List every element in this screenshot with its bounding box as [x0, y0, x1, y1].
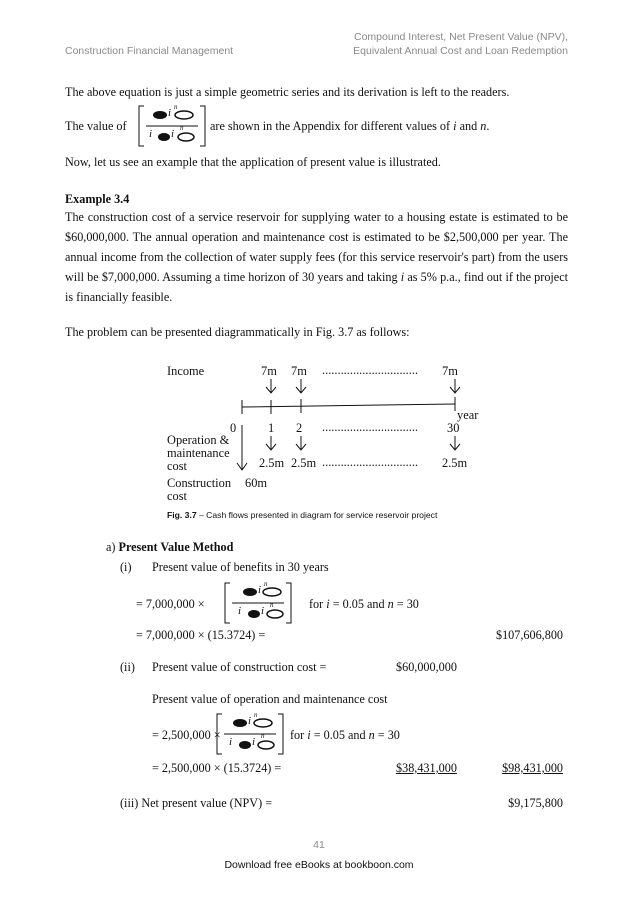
diagram-income-2: 7m	[291, 364, 307, 378]
method-i-label: (i)	[120, 560, 132, 574]
diagram-om-1: 2.5m	[259, 456, 285, 470]
figure-caption: Fig. 3.7 – Cash flows presented in diagram for service reservoir project	[167, 510, 438, 520]
diagram-tick-dots: ...............................	[322, 420, 419, 434]
formula-eq2-i-bottom: i	[229, 736, 233, 748]
diagram-om-label-3: cost	[167, 459, 187, 473]
diagram-tick-30: 30	[447, 421, 460, 435]
formula-n-top: n	[174, 103, 178, 111]
page-number: 41	[313, 839, 325, 851]
eq1-left: = 7,000,000 ×	[136, 597, 205, 611]
diagram-year-label: year	[457, 408, 479, 422]
formula-eq1-i-bottom2: i	[261, 605, 265, 617]
formula-i-bottom: i	[149, 128, 153, 140]
diagram-intro: The problem can be presented diagrammatically in Fig. 3.7 as follows:	[65, 325, 410, 339]
total-cost-value: $98,431,000	[502, 761, 563, 775]
eq2-left: = 2,500,000 ×	[152, 728, 221, 742]
diagram-om-dots: ...............................	[322, 455, 419, 469]
formula-eq1-n-top: n	[264, 580, 268, 588]
diagram-om-30: 2.5m	[442, 456, 468, 470]
diagram-income-1: 7m	[261, 364, 277, 378]
diagram-construction-label-2: cost	[167, 489, 187, 503]
example-paragraph: The construction cost of a service reservoir for supplying water to a housing estate is estimated to be $60,000,000. The annual operation and maintenance cost is estimated to be $2,500,000 per year. The annual income from the collection of water supply fees (for this service reservoir's part) from the users will be $7,000,000. Assuming a time horizon of 30 years and taking i as 5% p.a., find out if the project is financially feasible.	[65, 210, 569, 304]
formula-i-bottom2: i	[171, 128, 175, 140]
diagram-income-dots: ...............................	[322, 363, 419, 377]
diagram-income-label: Income	[167, 364, 205, 378]
diagram-om-2: 2.5m	[291, 456, 317, 470]
example-title: Example 3.4	[65, 192, 130, 206]
formula-fraction-intro	[138, 104, 206, 148]
method-ii-value: $60,000,000	[396, 660, 457, 674]
diagram-om-label-1: Operation &	[167, 433, 230, 447]
method-i-text: Present value of benefits in 30 years	[152, 560, 329, 574]
method-heading: a) Present Value Method	[106, 540, 234, 554]
diagram-om-label-2: maintenance	[167, 446, 230, 460]
intro-value-of-b: are shown in the Appendix for different values of i and n.	[210, 119, 490, 133]
header-right-line2: Equivalent Annual Cost and Loan Redemption	[353, 45, 568, 57]
eq2-value: $38,431,000	[396, 761, 457, 775]
diagram-tick-0: 0	[230, 421, 237, 435]
eq1-result: = 7,000,000 × (15.3724) =	[136, 628, 266, 642]
formula-eq2-i-bottom2: i	[252, 736, 256, 748]
method-ii-label: (ii)	[120, 660, 135, 674]
method-iii-value: $9,175,800	[508, 796, 563, 810]
eq2-condition: for i = 0.05 and n = 30	[290, 728, 400, 742]
eq1-condition: for i = 0.05 and n = 30	[309, 597, 419, 611]
method-om-text: Present value of operation and maintenance cost	[152, 692, 388, 706]
formula-eq1-i-bottom: i	[238, 605, 242, 617]
formula-n-bottom: n	[180, 124, 184, 132]
header-left: Construction Financial Management	[65, 45, 234, 57]
formula-eq1-n-bottom: n	[270, 601, 274, 609]
method-ii-text: Present value of construction cost =	[152, 660, 327, 674]
formula-eq2-n-bottom: n	[261, 732, 265, 740]
intro-value-of-a: The value of	[65, 119, 127, 133]
eq2-result: = 2,500,000 × (15.3724) =	[152, 761, 282, 775]
diagram-tick-2: 2	[296, 421, 303, 435]
formula-eq1-i-top: i	[258, 584, 262, 596]
intro-line3: Now, let us see an example that the application of present value is illustrated.	[65, 155, 441, 169]
diagram-income-30: 7m	[442, 364, 458, 378]
diagram-construction-label-1: Construction	[167, 476, 232, 490]
intro-line1: The above equation is just a simple geometric series and its derivation is left to the readers.	[65, 85, 510, 99]
method-iii-text: (iii) Net present value (NPV) =	[120, 796, 273, 810]
header-right-line1: Compound Interest, Net Present Value (NPV),	[354, 31, 568, 43]
formula-fraction-eq1	[224, 581, 292, 625]
download-link[interactable]: Download free eBooks at bookboon.com	[224, 859, 414, 871]
formula-eq2-i-top: i	[248, 715, 252, 727]
diagram-construction-value: 60m	[245, 476, 268, 490]
diagram-tick-1: 1	[268, 421, 275, 435]
formula-eq2-n-top: n	[254, 711, 258, 719]
formula-i-top: i	[168, 107, 172, 119]
formula-fraction-eq2	[216, 712, 284, 756]
formula-brackets	[138, 104, 206, 148]
eq1-value: $107,606,800	[495, 628, 563, 642]
